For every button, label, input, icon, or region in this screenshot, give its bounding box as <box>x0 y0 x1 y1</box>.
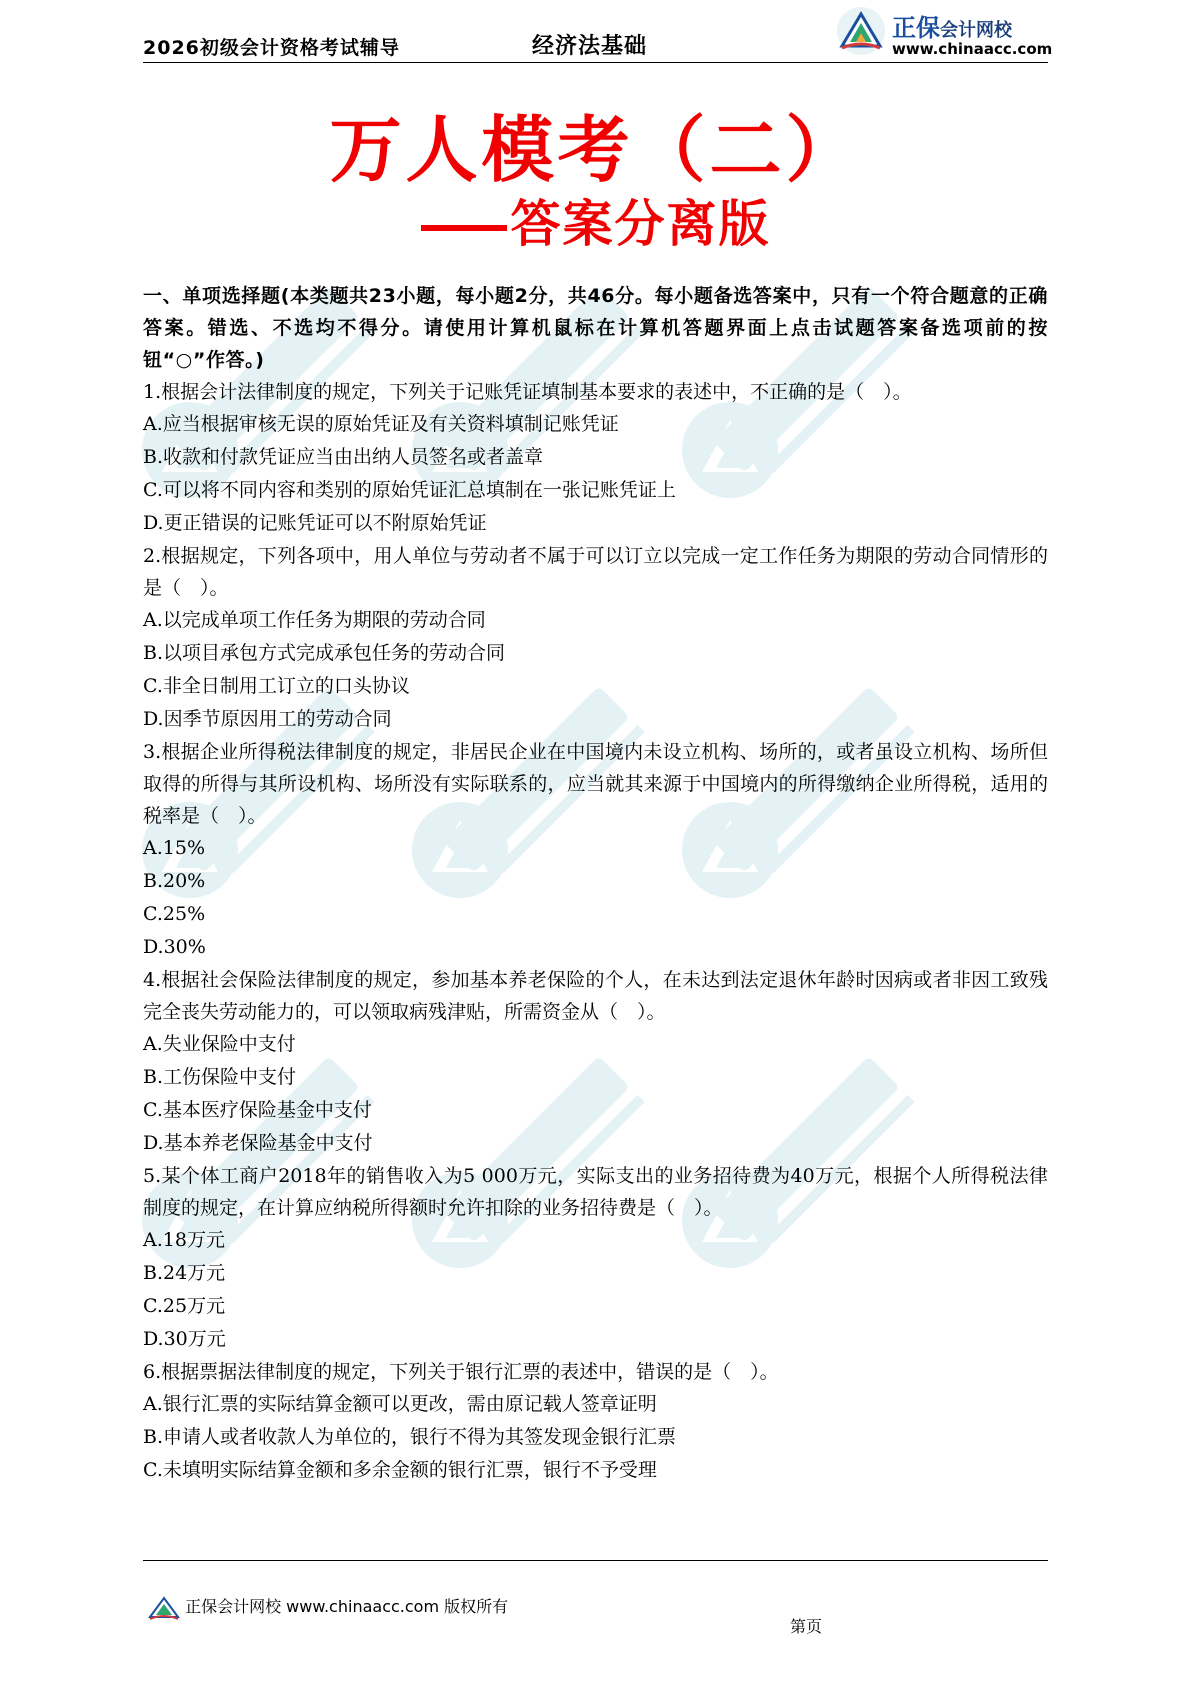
page-subtitle <box>0 192 1191 256</box>
answer-option: B.收款和付款凭证应当由出纳人员签名或者盖章 <box>143 446 544 468</box>
question-content <box>143 280 1048 1487</box>
subtitle-text: 答案分离版 <box>510 194 771 253</box>
page-footer <box>148 1594 508 1621</box>
answer-option: D.30% <box>143 936 206 958</box>
answer-option: C.基本医疗保险基金中支付 <box>143 1099 372 1121</box>
question-item <box>143 1356 1048 1487</box>
answer-option: C.可以将不同内容和类别的原始凭证汇总填制在一张记账凭证上 <box>143 479 676 501</box>
question-stem: 2.根据规定，下列各项中，用人单位与劳动者不属于可以订立以完成一定工作任务为期限的劳动合同情形的是（ ）。 <box>143 545 1048 599</box>
footer-logo-icon <box>148 1595 180 1621</box>
answer-option: D.基本养老保险基金中支付 <box>143 1132 373 1154</box>
question-stem: 5.某个体工商户2018年的销售收入为5 000万元，实际支出的业务招待费为40万元，根据个人所得税法律制度的规定，在计算应纳税所得额时允许扣除的业务招待费是（ ）。 <box>143 1165 1048 1219</box>
footer-divider <box>143 1560 1048 1561</box>
subtitle-dash <box>421 225 507 231</box>
header-subject: 经济法基础 <box>532 34 648 59</box>
question-stem: 3.根据企业所得税法律制度的规定，非居民企业在中国境内未设立机构、场所的，或者虽设立机构、场所但取得的所得与其所设机构、场所没有实际联系的，应当就其来源于中国境内的所得缴纳企业所得税，适用的税率是（ ）。 <box>143 741 1048 827</box>
answer-option: D.更正错误的记账凭证可以不附原始凭证 <box>143 512 487 534</box>
logo-name-sub: 会计网校 <box>940 20 1012 41</box>
answer-option: A.以完成单项工作任务为期限的劳动合同 <box>143 609 486 631</box>
logo-mark-icon <box>836 6 886 56</box>
answer-option: C.未填明实际结算金额和多余金额的银行汇票，银行不予受理 <box>143 1459 657 1481</box>
answer-option: B.20% <box>143 870 206 892</box>
answer-option: C.25万元 <box>143 1295 226 1317</box>
question-stem: 6.根据票据法律制度的规定，下列关于银行汇票的表述中，错误的是（ ）。 <box>143 1361 779 1383</box>
question-item <box>143 964 1048 1160</box>
question-item <box>143 540 1048 736</box>
answer-option: A.18万元 <box>143 1229 225 1251</box>
section-intro: 一、单项选择题(本类题共23小题，每小题2分，共46分。每小题备选答案中，只有一个符合题意的正确答案。错选、不选均不得分。请使用计算机鼠标在计算机答题界面上点击试题答案备选项前的按钮“○”作答。) <box>143 285 1048 371</box>
footer-copyright: 正保会计网校 www.chinaacc.com 版权所有 <box>185 1597 509 1616</box>
logo-name-main: 正保 <box>892 14 940 42</box>
question-list <box>143 376 1048 1487</box>
answer-option: C.25% <box>143 903 206 925</box>
question-stem: 4.根据社会保险法律制度的规定，参加基本养老保险的个人，在未达到法定退休年龄时因病或者非因工致残完全丧失劳动能力的，可以领取病残津贴，所需资金从（ ）。 <box>143 969 1048 1023</box>
page-title: 万人模考（二） <box>329 107 862 192</box>
answer-option: D.因季节原因用工的劳动合同 <box>143 708 392 730</box>
page-number: 第页 <box>790 1617 823 1636</box>
answer-option: A.15% <box>143 837 205 859</box>
answer-option: A.应当根据审核无误的原始凭证及有关资料填制记账凭证 <box>143 413 619 435</box>
answer-option: B.以项目承包方式完成承包任务的劳动合同 <box>143 642 506 664</box>
logo-name <box>892 8 1012 43</box>
question-item <box>143 1160 1048 1356</box>
brand-logo <box>828 2 1053 58</box>
answer-option: B.申请人或者收款人为单位的，银行不得为其签发现金银行汇票 <box>143 1426 677 1448</box>
answer-option: B.工伤保险中支付 <box>143 1066 297 1088</box>
page-header <box>143 0 1053 63</box>
answer-option: A.失业保险中支付 <box>143 1033 296 1055</box>
question-item <box>143 376 1048 540</box>
answer-option: D.30万元 <box>143 1328 226 1350</box>
question-stem: 1.根据会计法律制度的规定，下列关于记账凭证填制基本要求的表述中，不正确的是（ ）。 <box>143 381 912 403</box>
answer-option: C.非全日制用工订立的口头协议 <box>143 675 410 697</box>
answer-option: A.银行汇票的实际结算金额可以更改，需由原记载人签章证明 <box>143 1393 657 1415</box>
logo-url: www.chinaacc.com <box>892 40 1053 58</box>
header-exam-label: 2026初级会计资格考试辅导 <box>143 37 400 59</box>
question-item <box>143 736 1048 964</box>
answer-option: B.24万元 <box>143 1262 226 1284</box>
